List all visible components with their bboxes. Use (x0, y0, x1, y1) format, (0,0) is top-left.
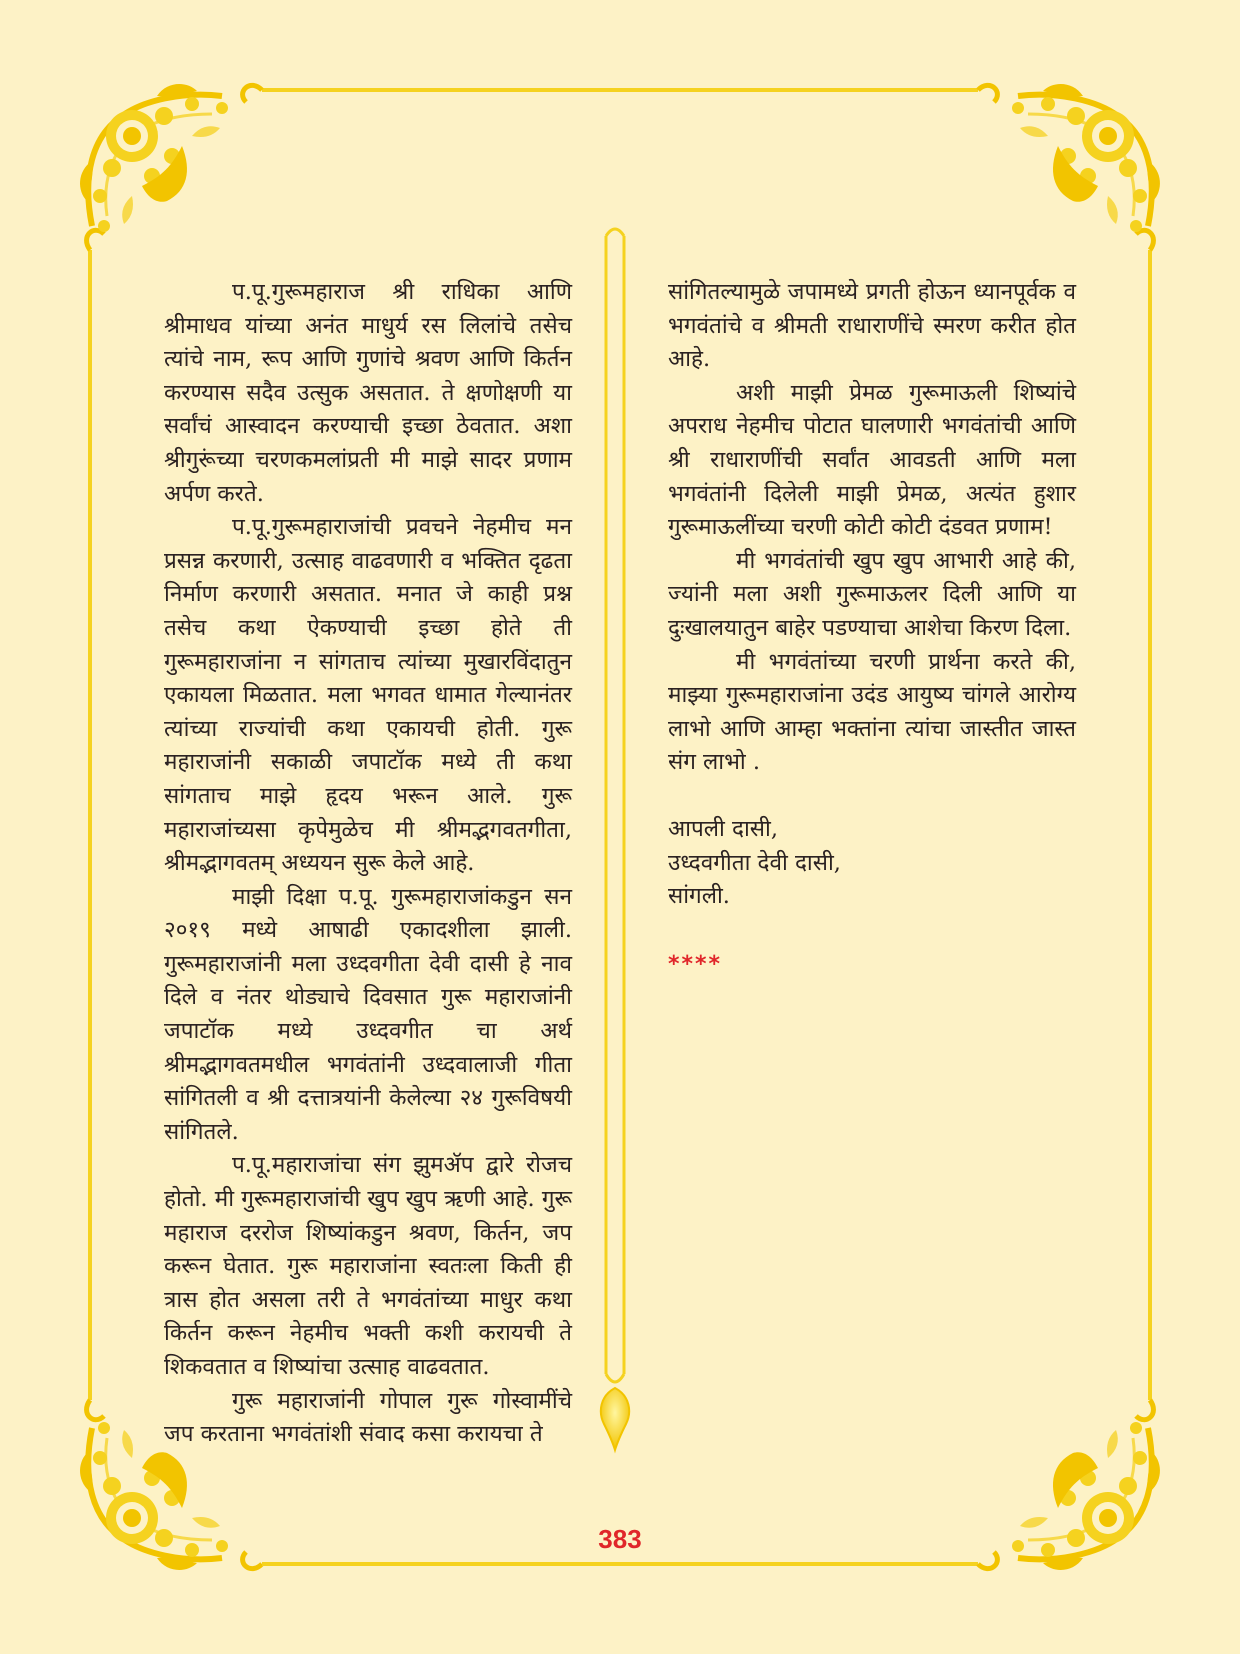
paragraph: प.पू.गुरूमहाराजांची प्रवचने नेहमीच मन प्रसन्न करणारी, उत्साह वाढवणारी व भक्तित दृढता निर्माण करणारी असतात. मनात जे काही प्रश्न तसेच कथा ऐकण्याची इच्छा होते ती गुरूमहाराजांना न सांगताच त्यांच्या मुखारविंदातुन एकायला मिळतात. मला भगवत धामात गेल्यानंतर त्यांच्या राज्यांची कथा एकायची होती. गुरू महाराजांनी सकाळी जपाटॉक मध्ये ती कथा सांगताच माझे हृदय भरून आले. गुरू महाराजांच्यसा कृपेमुळेच मी श्रीमद्भगवतगीता, श्रीमद्भागवतम् अध्ययन सुरू केले आहे. (164, 514, 572, 877)
paragraph: प.पू.गुरूमहाराज श्री राधिका आणि श्रीमाधव यांच्या अनंत माधुर्य रस लिलांचे तसेच त्यांचे नाम, रूप आणि गुणांचे श्रवण आणि किर्तन करण्यास सदैव उत्सुक असतात. ते क्षणोक्षणी या सर्वांचं आस्वादन करण्याची इच्छा ठेवतात. अशा श्रीगुरूंच्या चरणकमलांप्रती मी माझे सादर प्रणाम अर्पण करते. (164, 279, 572, 507)
paragraph: मी भगवंतांच्या चरणी प्रार्थना करते की, माझ्या गुरूमहाराजांना उदंड आयुष्य चांगले आरोग्य लाभो आणि आम्हा भक्तांना त्यांचा जास्तीत जास्त संग लाभो . (668, 648, 1076, 776)
divider-drop-icon (601, 1388, 629, 1450)
paragraph: गुरू महाराजांनी गोपाल गुरू गोस्वामींचे जप करताना भगवंतांशी संवाद कसा करायचा ते (164, 1387, 572, 1448)
signature-block (668, 813, 1076, 914)
end-stars: **** (668, 951, 723, 977)
signature-line: आपली दासी, (668, 815, 778, 842)
signature-name: उध्दवगीता देवी दासी, (668, 849, 841, 876)
signature-place: सांगली. (668, 883, 730, 910)
paragraph: माझी दिक्षा प.पू. गुरूमहाराजांकडुन सन २०१९ मध्ये आषाढी एकादशीला झाली. गुरूमहाराजांनी मला उध्दवगीता देवी दासी हे नाव दिले व नंतर थोड्याचे दिवसात गुरू महाराजांनी जपाटॉक मध्ये उध्दवगीत चा अर्थ श्रीमद्भागवतमधील भगवंतांनी उध्दवालाजी गीता सांगितली व श्री दत्तात्रयांनी केलेल्या २४ गुरूविषयी सांगितले. (164, 883, 572, 1145)
right-column (668, 276, 1076, 981)
page-number: 383 (598, 1524, 642, 1554)
paragraph-continuation: सांगितल्यामुळे जपामध्ये प्रगती होऊन ध्यानपूर्वक व भगवंतांचे व श्रीमती राधाराणींचे स्मरण करीत होत आहे. (668, 279, 1076, 373)
paragraph: मी भगवंतांची खुप खुप आभारी आहे की, ज्यांनी मला अशी गुरूमाऊलर दिली आणि या दुःखालयातुन बाहेर पडण्याचा आशेचा किरण दिला. (668, 547, 1076, 641)
paragraph: प.पू.महाराजांचा संग झुमॲप द्वारे रोजच होतो. मी गुरूमहाराजांची खुप खुप ऋणी आहे. गुरू महाराज दररोज शिष्यांकडुन श्रवण, किर्तन, जप करून घेतात. गुरू महाराजांना स्वतःला किती ही त्रास होत असला तरी ते भगवंतांच्या माधुर कथा किर्तन करून नेहमीच भक्ती कशी करायची ते शिकवतात व शिष्यांचा उत्साह वाढवतात. (164, 1152, 572, 1380)
paragraph: अशी माझी प्रेमळ गुरूमाऊली शिष्यांचे अपराध नेहमीच पोटात घालणारी भगवंतांची आणि श्री राधाराणींची सर्वांत आवडती आणि मला भगवंतांनी दिलेली माझी प्रेमळ, अत्यंत हुशार गुरूमाऊलींच्या चरणी कोटी कोटी दंडवत प्रणाम! (668, 379, 1076, 541)
column-divider (606, 229, 624, 1382)
left-column (164, 276, 572, 1452)
